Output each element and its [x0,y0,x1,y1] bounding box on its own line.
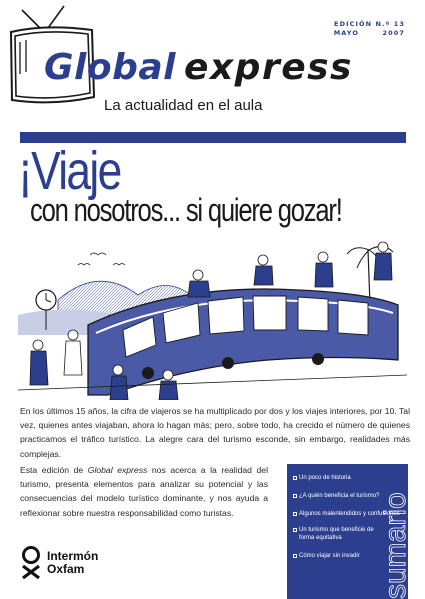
checkbox-bullet-icon [293,494,297,498]
intro-paragraph: En los últimos 15 años, la cifra de viajeros se ha multiplicado por dos y los viajes interiores, por 10. Tal vez, quienes antes viajaban, ahora lo hagan más; pero, sobre todo, ha crecido el número de quienes practicamos el tráfico turístico. La alegre cara del turismo esconde, sin embargo, realidades más complejas. [20,406,410,459]
edition-number: EDICIÓN N.º 13 [334,20,405,28]
sumario-item-label: Algunos malentendidos y confusiones [299,511,400,517]
publisher-name [47,550,98,576]
headline-viaje: ¡Viaje [18,141,121,201]
checkbox-bullet-icon [293,512,297,516]
publisher-line2: Oxfam [47,562,85,576]
sumario-label: sumario [379,492,412,599]
oxfam-logo-icon [20,546,42,580]
checkbox-bullet-icon [293,528,297,532]
sumario-item[interactable] [293,526,383,542]
title-express: express [184,47,353,88]
sumario-box [287,464,412,599]
sumario-item-label: Un turismo que beneficie de forma equitativa [299,527,374,541]
title-global: Global [44,47,177,88]
masthead-title [44,47,353,97]
body-paragraph [20,463,268,520]
edition-date: MAYO 2007 [333,29,405,37]
train-illustration [18,235,407,400]
checkbox-bullet-icon [293,476,297,480]
body-text-start: Esta edición de [20,465,88,475]
body-text-publication: Global express [87,465,148,475]
sumario-item-label: ¿A quién beneficia el turismo? [299,493,380,499]
sumario-item-label: Un poco de historia [299,475,351,481]
edition-info [334,20,405,38]
tagline: La actualidad en el aula [104,97,263,114]
checkbox-bullet-icon [293,554,297,558]
publisher-line1: Intermón [47,549,99,563]
headline-subtitle: con nosotros... si quiere gozar! [30,192,342,228]
publisher-logo [20,546,98,580]
sumario-item-label: Cómo viajar sin invadir [299,553,360,559]
sumario-vertical-label [375,464,412,599]
body-text-end: nos acerca a la realidad del turismo, presenta elementos para analizar su potencial y las consecuencias del modelo turístico dominante, y nos ayuda a reflexionar sobre nuestra responsabilidad como turistas. [20,465,268,518]
